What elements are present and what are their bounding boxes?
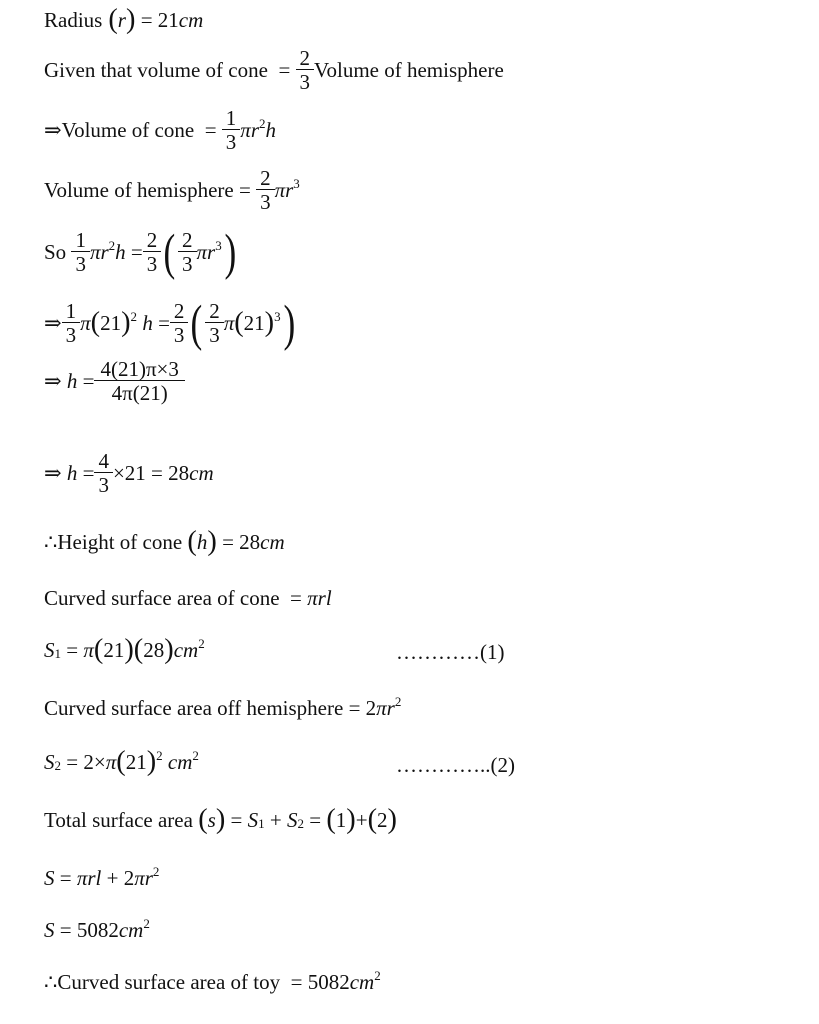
radius-var: r: [117, 7, 126, 32]
h-value-fraction: $\frac{4}{3}$: [96, 450, 111, 496]
s1-line: S 1 = π ( 21 ) ( 28 ) cm 2: [44, 634, 205, 665]
s-formula-line: S = πrl + 2 πr 2: [44, 864, 160, 890]
toy-unit: cm: [349, 970, 375, 994]
subst-fraction-1: $\frac{1}{3}$: [64, 300, 79, 346]
subst-fraction-2: $\frac{2}{3}$: [172, 300, 187, 346]
s2-coef: 2: [83, 749, 94, 774]
radius-label: Radius: [44, 7, 103, 32]
substitution-line: ⇒ $\frac{1}{3}$ π ( 21 ) 2 h = $\frac{2}{3}$ ( $\frac{2}{3}$ π ( 21 ) 3 ): [44, 295, 295, 351]
given-line: Given that volume of cone = $\frac{2}{3}$ Volume of hemisphere: [44, 46, 504, 95]
cone-volume-line: ⇒ Volume of cone = $\frac{1}{3}$ πr 2 h: [44, 106, 277, 155]
s1-h: 28: [143, 637, 165, 662]
csa-hemisphere-line: Curved surface area off hemisphere = 2 πr 2: [44, 694, 402, 720]
equation-ref-1: …………(1): [396, 640, 505, 664]
total-label: Total surface area: [44, 807, 193, 832]
total-var: s: [207, 807, 216, 832]
radius-value: 21: [157, 7, 179, 32]
so-label: So: [44, 239, 67, 264]
height-unit: cm: [260, 529, 285, 554]
toy-line: ∴ Curved surface area of toy = 5082 cm 2: [44, 968, 381, 994]
toy-value: 5082: [307, 970, 350, 994]
s-value: 5082: [76, 918, 119, 942]
h-fraction-line: ⇒ h = $\frac{4(21)\pi\times 3}{4\pi(21)}$: [44, 358, 185, 404]
h-fraction: $\frac{4(21)\pi\times 3}{4\pi(21)}$: [96, 358, 182, 404]
cone-volume-fraction: $\frac{1}{3}$: [224, 107, 239, 153]
subst-r-2: 21: [243, 310, 265, 335]
equation-ref-2: …………..(2): [396, 753, 515, 777]
height-value: 28: [239, 529, 261, 554]
s-formula-coef: 2: [123, 866, 135, 890]
csa-hemisphere-coef: 2: [365, 696, 377, 720]
therefore-icon: ∴: [44, 529, 58, 554]
subst-r-1: 21: [100, 310, 122, 335]
given-fraction: $\frac{2}{3}$: [298, 47, 313, 93]
s-value-unit: cm: [118, 918, 144, 942]
so-equation-line: So $\frac{1}{3}$ πr 2 h = $\frac{2}{3}$ ( $\frac{2}{3}$ πr 3 ): [44, 224, 237, 280]
given-right: Volume of hemisphere: [314, 57, 504, 82]
total-line: Total surface area ( s ) = S 1 + S 2 = ( 1 ) + ( 2 ): [44, 804, 397, 835]
csa-cone-line: Curved surface area of cone = πrl: [44, 586, 332, 610]
height-var: h: [196, 529, 208, 554]
hemisphere-volume-fraction: $\frac{2}{3}$: [258, 167, 273, 213]
csa-cone-label: Curved surface area of cone: [44, 586, 280, 610]
h-value-unit: cm: [189, 460, 214, 485]
s2-r: 21: [125, 749, 147, 774]
subst-fraction-3: $\frac{2}{3}$: [207, 300, 222, 346]
toy-label: Curved surface area of toy: [57, 970, 281, 994]
s-value-line: S = 5082 cm 2: [44, 916, 150, 942]
given-left: Given that volume of cone: [44, 57, 268, 82]
hemisphere-volume-label: Volume of hemisphere: [44, 177, 234, 202]
total-ref-2: 2: [377, 807, 388, 832]
height-line: ∴ Height of cone ( h ) = 28 cm: [44, 526, 285, 557]
height-label: Height of cone: [57, 529, 183, 554]
cone-volume-label: Volume of cone: [61, 117, 195, 142]
csa-hemisphere-label: Curved surface area off hemisphere: [44, 696, 344, 720]
s2-line: S 2 = 2 × π ( 21 ) 2 cm 2: [44, 746, 199, 777]
radius-line: Radius ( r ) = 21 cm: [44, 4, 204, 35]
so-fraction-3: $\frac{2}{3}$: [180, 229, 195, 275]
radius-unit: cm: [178, 7, 204, 32]
therefore-icon: ∴: [44, 970, 58, 994]
s1-r: 21: [103, 637, 125, 662]
so-fraction-2: $\frac{2}{3}$: [145, 229, 160, 275]
hemisphere-volume-line: Volume of hemisphere = $\frac{2}{3}$ πr 3: [44, 166, 300, 215]
h-value-result: ×21 = 28: [112, 460, 190, 485]
so-fraction-1: $\frac{1}{3}$: [73, 229, 88, 275]
h-value-line: ⇒ h = $\frac{4}{3}$ ×21 = 28 cm: [44, 449, 214, 498]
total-ref-1: 1: [335, 807, 347, 832]
